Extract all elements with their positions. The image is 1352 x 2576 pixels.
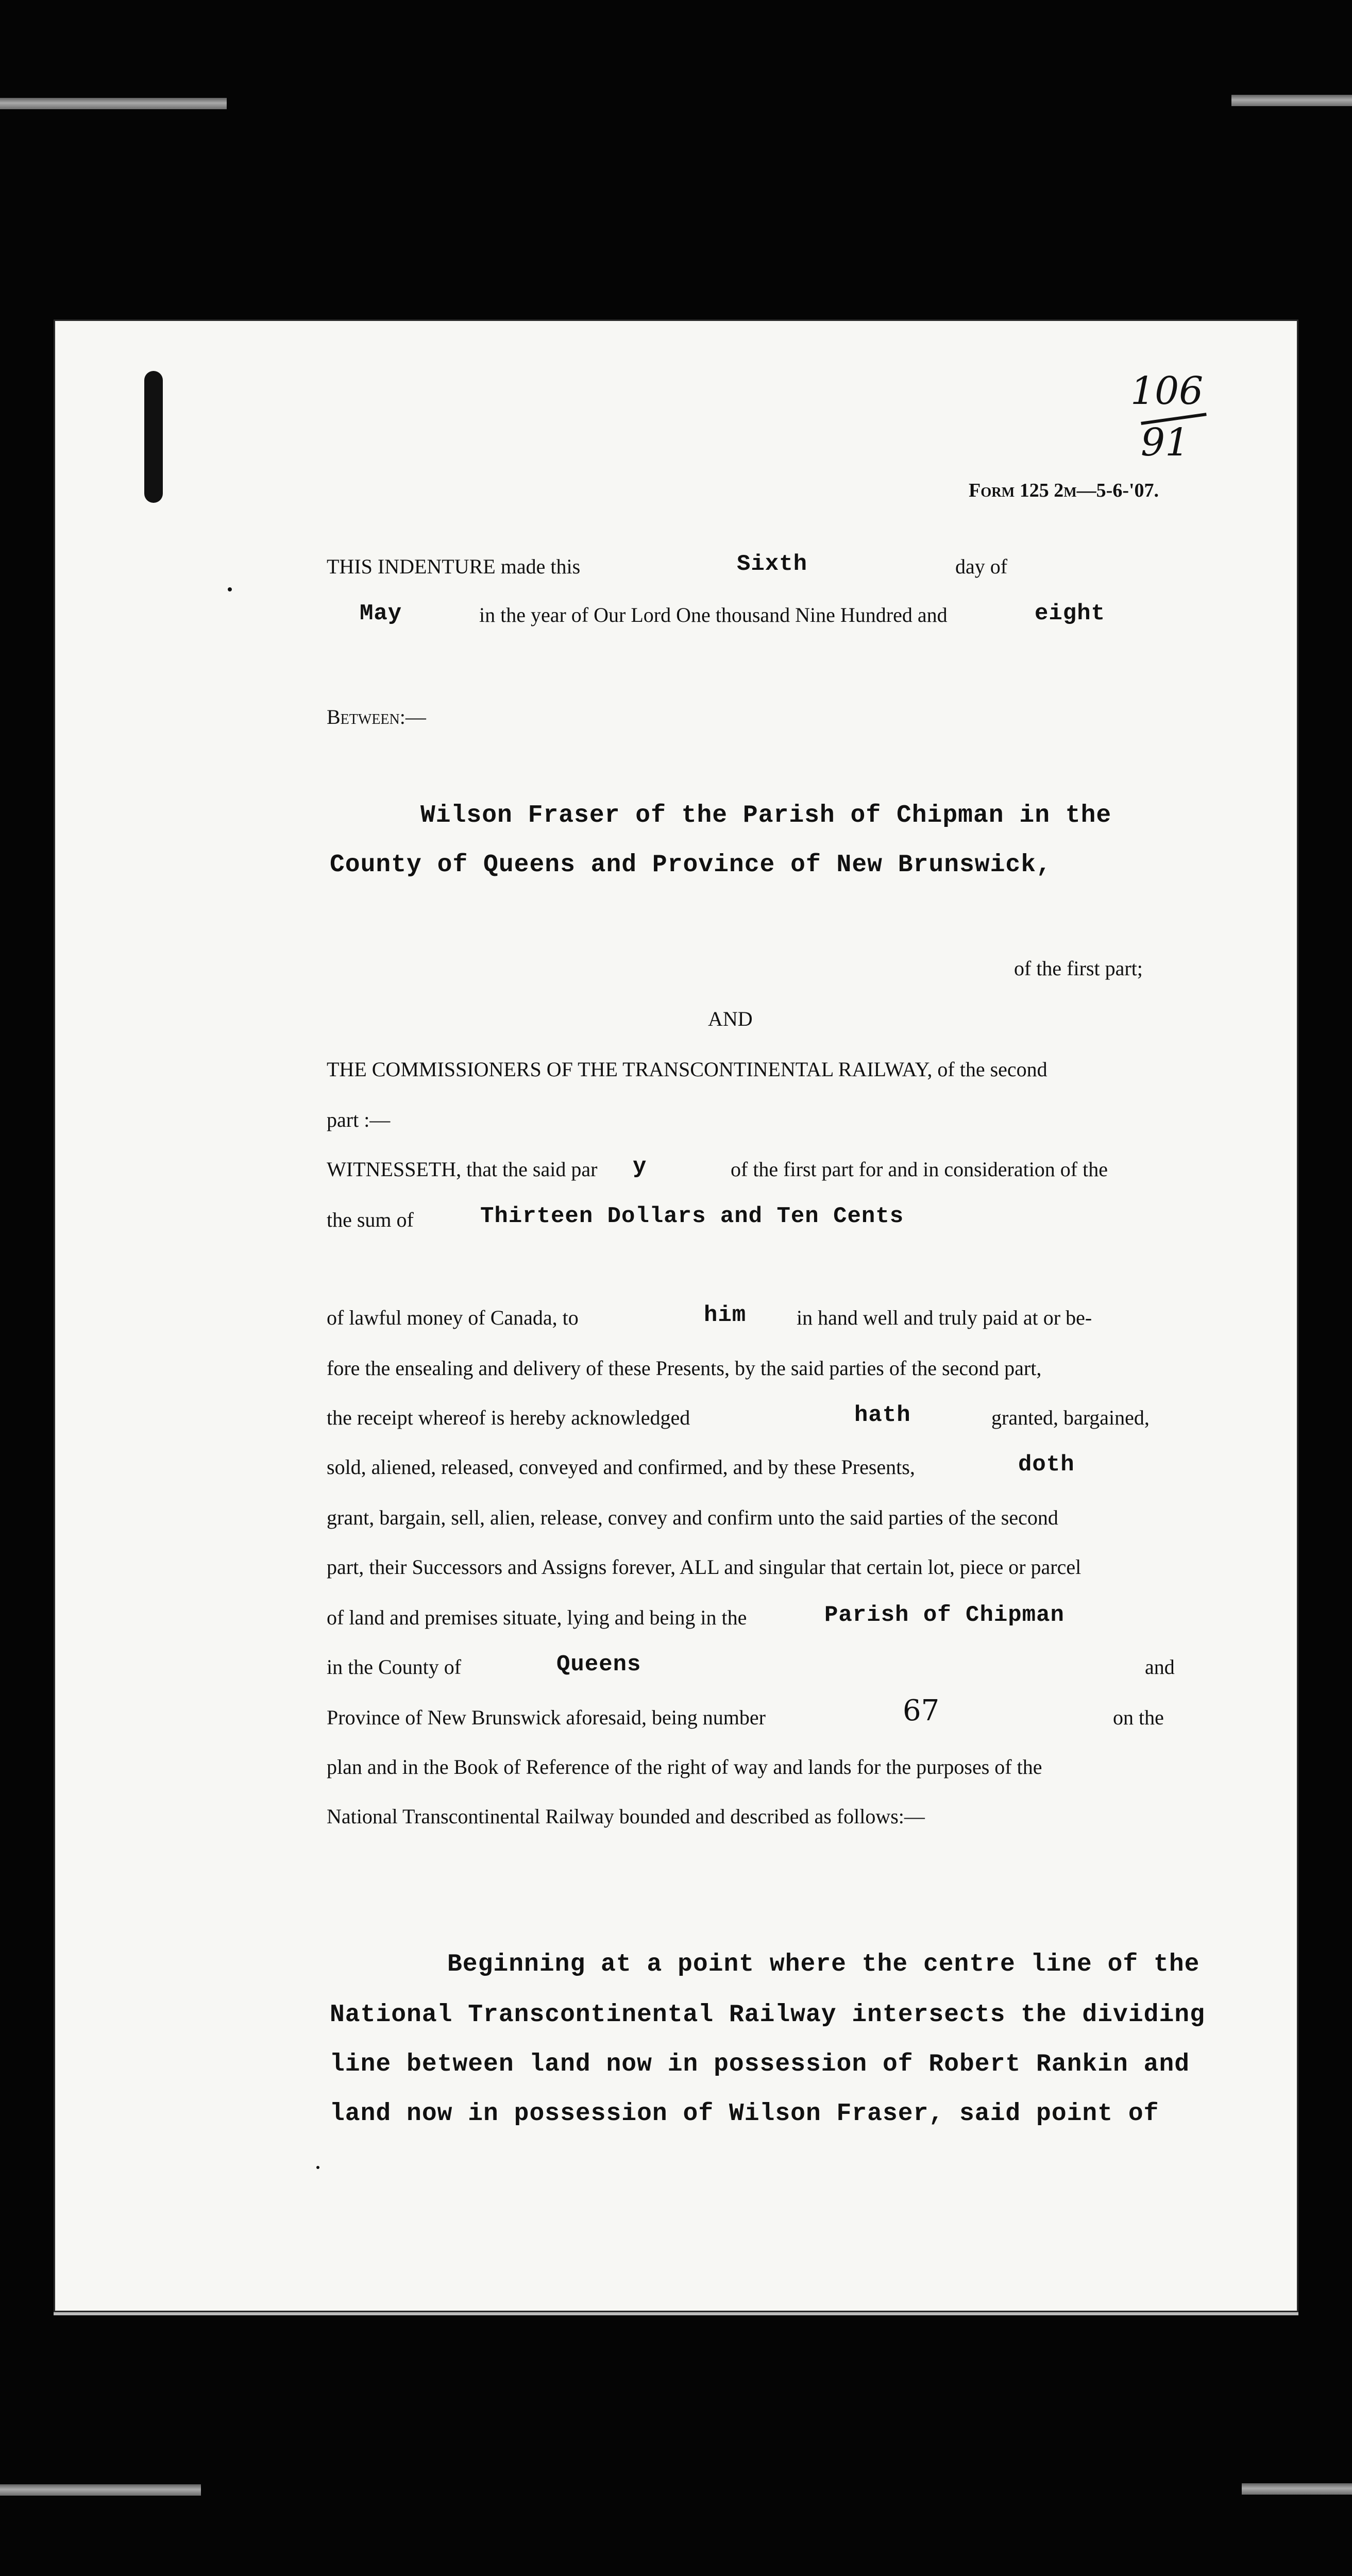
payment-lot-number: 67 bbox=[903, 1694, 940, 1727]
payment-hath: hath bbox=[854, 1402, 911, 1428]
first-party-line-2: County of Queens and Province of New Brunswick, bbox=[330, 851, 1052, 879]
indenture-year-text: in the year of Our Lord One thousand Nine Hundred and bbox=[479, 603, 948, 626]
description-line-2: National Transcontinental Railway intersects the dividing bbox=[330, 2001, 1205, 2029]
film-strip-bottom-right bbox=[1242, 2483, 1352, 2495]
form-number: Form 125 2m—5-6-'07. bbox=[969, 480, 1159, 501]
payment-line-3-suffix: granted, bargained, bbox=[991, 1406, 1150, 1429]
annotation-number-bottom: 91 bbox=[1141, 420, 1190, 465]
payment-line-5: grant, bargain, sell, alien, release, convey and confirm unto the said parties of the second bbox=[327, 1506, 1058, 1529]
document-page bbox=[54, 319, 1298, 2312]
payment-line-8-prefix: in the County of bbox=[327, 1655, 462, 1679]
witnesseth-prefix: WITNESSETH, that the said par bbox=[327, 1158, 598, 1181]
commissioners-line-1: THE COMMISSIONERS OF THE TRANSCONTINENTAL RAILWAY, of the second bbox=[327, 1058, 1047, 1081]
payment-line-2: fore the ensealing and delivery of these Presents, by the said parties of the second part, bbox=[327, 1357, 1042, 1380]
payment-line-7-prefix: of land and premises situate, lying and being in the bbox=[327, 1606, 747, 1629]
payment-payee: him bbox=[704, 1302, 747, 1328]
sum-label: the sum of bbox=[327, 1208, 414, 1231]
payment-line-6: part, their Successors and Assigns forever, ALL and singular that certain lot, piece or parcel bbox=[327, 1555, 1081, 1579]
payment-prefix: of lawful money of Canada, to bbox=[327, 1306, 579, 1329]
between-label: Between:— bbox=[327, 705, 426, 728]
indenture-day: Sixth bbox=[737, 551, 808, 577]
description-line-4: land now in possession of Wilson Fraser, said point of bbox=[330, 2100, 1159, 2128]
payment-suffix: in hand well and truly paid at or be- bbox=[797, 1306, 1092, 1329]
ink-dot bbox=[316, 2166, 319, 2169]
payment-line-8-suffix: and bbox=[1145, 1655, 1175, 1679]
and-label: AND bbox=[708, 1007, 753, 1030]
indenture-intro: THIS INDENTURE made this bbox=[327, 555, 581, 578]
payment-line-9-suffix: on the bbox=[1113, 1706, 1164, 1729]
payment-line-10: plan and in the Book of Reference of the right of way and lands for the purposes of the bbox=[327, 1755, 1042, 1778]
commissioners-line-2: part :— bbox=[327, 1108, 391, 1131]
annotation-number-top: 106 bbox=[1130, 369, 1204, 413]
indenture-day-suffix: day of bbox=[955, 555, 1008, 578]
payment-line-3-prefix: the receipt whereof is hereby acknowledged bbox=[327, 1406, 690, 1429]
payment-county: Queens bbox=[556, 1652, 641, 1677]
ink-dot bbox=[228, 587, 232, 591]
film-strip-top-left bbox=[0, 98, 227, 109]
payment-line-4-prefix: sold, aliened, released, conveyed and confirmed, and by these Presents, bbox=[327, 1455, 915, 1479]
description-line-3: line between land now in possession of Robert Rankin and bbox=[330, 2050, 1190, 2078]
payment-doth: doth bbox=[1018, 1452, 1075, 1478]
payment-parish: Parish of Chipman bbox=[824, 1602, 1064, 1628]
first-party-line-1: Wilson Fraser of the Parish of Chipman in the bbox=[420, 802, 1112, 829]
binding-clip-mark bbox=[144, 371, 163, 503]
indenture-month: May bbox=[360, 601, 402, 626]
witnesseth-party-letter: y bbox=[633, 1154, 647, 1180]
witnesseth-suffix: of the first part for and in consideration of the bbox=[731, 1158, 1108, 1181]
first-party-suffix: of the first part; bbox=[1014, 957, 1143, 980]
indenture-year-word: eight bbox=[1035, 601, 1106, 626]
description-line-1: Beginning at a point where the centre line of the bbox=[447, 1951, 1200, 1978]
payment-line-9-prefix: Province of New Brunswick aforesaid, being number bbox=[327, 1706, 766, 1729]
film-strip-bottom-left bbox=[0, 2484, 201, 2496]
payment-line-11: National Transcontinental Railway bounded and described as follows:— bbox=[327, 1805, 925, 1828]
film-strip-top-right bbox=[1231, 95, 1352, 106]
sum-value: Thirteen Dollars and Ten Cents bbox=[480, 1204, 904, 1229]
